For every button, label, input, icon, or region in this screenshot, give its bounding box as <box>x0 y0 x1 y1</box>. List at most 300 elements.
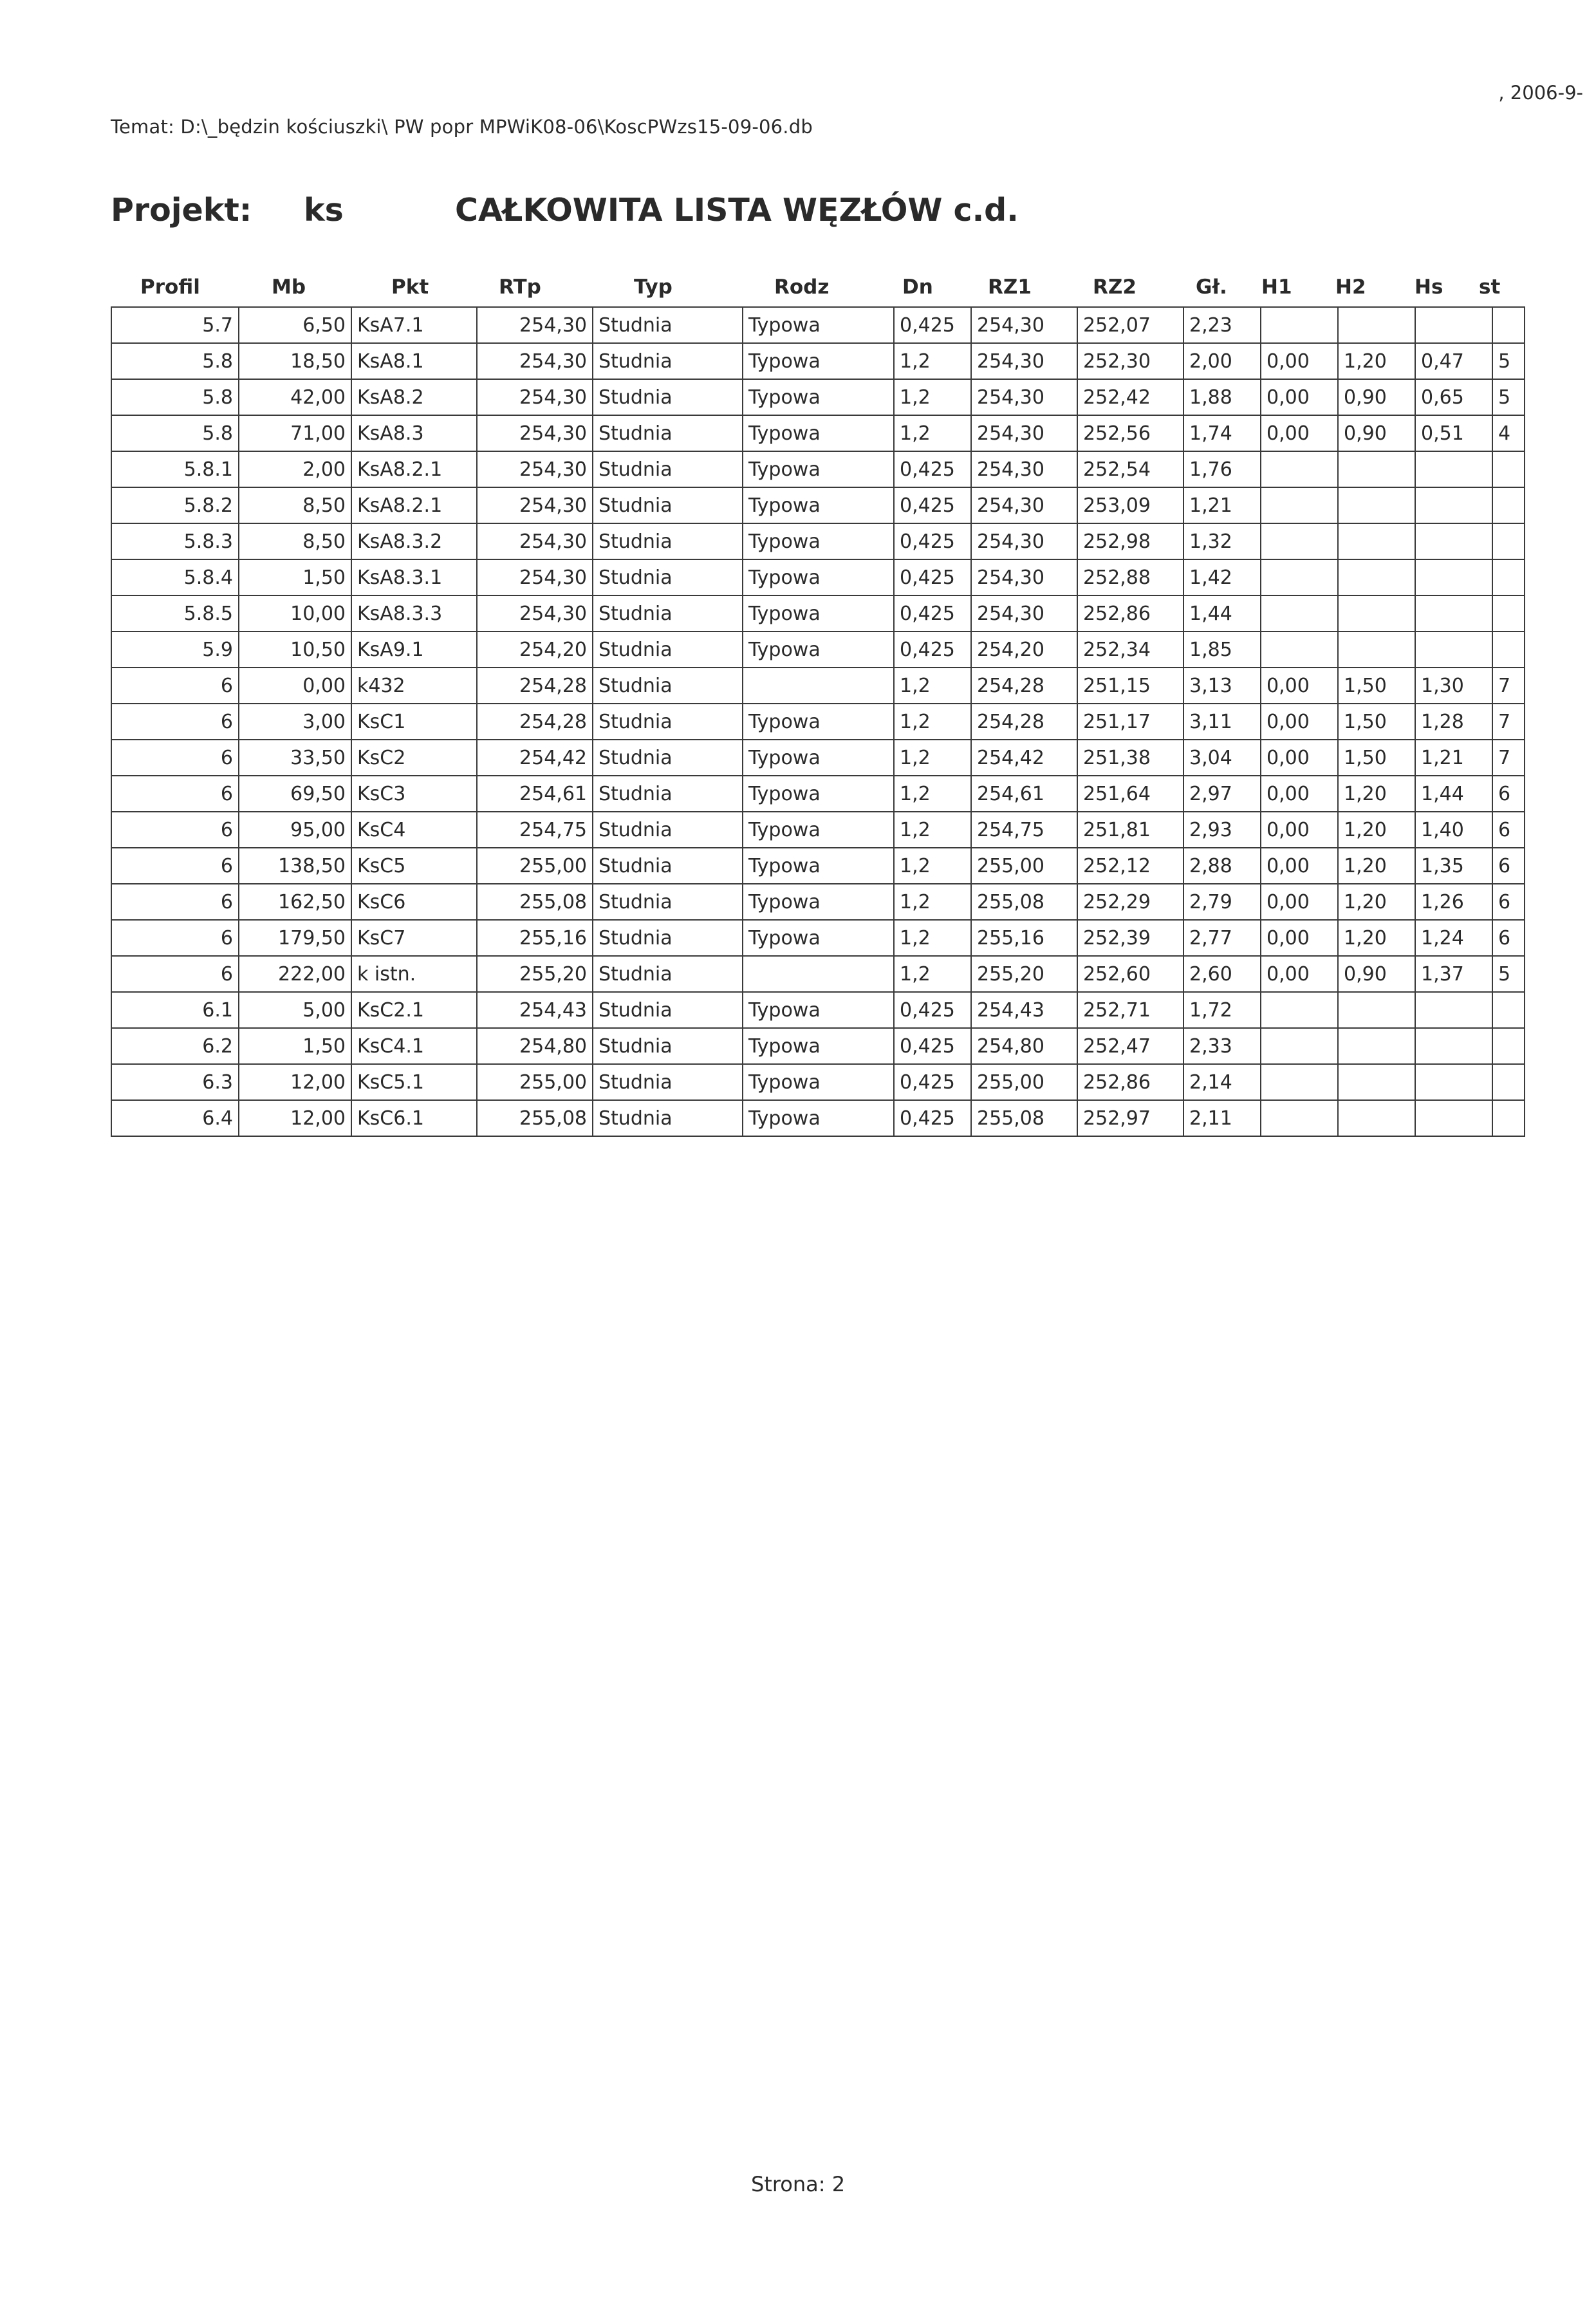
table-cell: 252,42 <box>1077 379 1183 415</box>
table-cell: 254,20 <box>971 631 1077 668</box>
table-cell: 1,20 <box>1338 848 1415 884</box>
table-cell: 0,00 <box>1261 884 1338 920</box>
table-cell: 162,50 <box>239 884 351 920</box>
table-cell: 2,97 <box>1183 776 1261 812</box>
table-cell: 1,2 <box>894 668 971 704</box>
table-cell: KsA8.3.1 <box>351 559 477 595</box>
table-cell: 1,50 <box>1338 668 1415 704</box>
table-cell: 0,425 <box>894 451 971 487</box>
table-cell: 6.1 <box>111 992 239 1028</box>
table-cell: Typowa <box>743 451 894 487</box>
col-header-mb: Mb <box>272 276 306 299</box>
table-row <box>111 740 1525 776</box>
table-cell: 0,425 <box>894 631 971 668</box>
table-cell: 1,21 <box>1183 487 1261 523</box>
table-cell: 6 <box>111 956 239 992</box>
node-table <box>111 306 1525 1137</box>
table-cell: Studnia <box>593 307 743 343</box>
table-cell <box>1492 307 1525 343</box>
table-cell <box>1338 559 1415 595</box>
table-cell: Studnia <box>593 1064 743 1100</box>
table-cell <box>1261 559 1338 595</box>
table-cell: Studnia <box>593 776 743 812</box>
table-cell: KsA8.3.3 <box>351 595 477 631</box>
col-header-rtp: RTp <box>499 276 541 299</box>
table-cell: Typowa <box>743 848 894 884</box>
table-cell: 1,2 <box>894 956 971 992</box>
table-cell: 254,30 <box>971 307 1077 343</box>
table-cell: 6 <box>111 812 239 848</box>
table-cell: 0,425 <box>894 523 971 559</box>
table-cell: 6.4 <box>111 1100 239 1136</box>
table-cell: k432 <box>351 668 477 704</box>
table-cell: 8,50 <box>239 523 351 559</box>
table-cell: Typowa <box>743 1028 894 1064</box>
table-cell: 251,15 <box>1077 668 1183 704</box>
table-cell: 254,43 <box>477 992 593 1028</box>
table-row <box>111 956 1525 992</box>
col-header-hs: Hs <box>1415 276 1443 299</box>
table-cell: KsC6 <box>351 884 477 920</box>
table-cell: 252,71 <box>1077 992 1183 1028</box>
table-cell: 2,00 <box>239 451 351 487</box>
table-row <box>111 307 1525 343</box>
table-cell: Typowa <box>743 1100 894 1136</box>
table-cell: 42,00 <box>239 379 351 415</box>
table-cell: Studnia <box>593 487 743 523</box>
table-cell: 1,20 <box>1338 920 1415 956</box>
table-cell: Studnia <box>593 415 743 451</box>
table-cell: 0,425 <box>894 1100 971 1136</box>
table-cell: 0,90 <box>1338 956 1415 992</box>
table-cell <box>1415 1100 1492 1136</box>
table-cell: Typowa <box>743 992 894 1028</box>
table-cell: 5.9 <box>111 631 239 668</box>
table-row <box>111 1028 1525 1064</box>
table-cell <box>1492 451 1525 487</box>
table-cell <box>1338 595 1415 631</box>
table-cell: 0,00 <box>1261 740 1338 776</box>
table-cell: Typowa <box>743 487 894 523</box>
table-cell: 2,33 <box>1183 1028 1261 1064</box>
table-cell: 5,00 <box>239 992 351 1028</box>
table-cell: KsA8.3.2 <box>351 523 477 559</box>
table-cell: 254,80 <box>971 1028 1077 1064</box>
table-cell: 5.8 <box>111 379 239 415</box>
table-cell <box>1338 451 1415 487</box>
table-cell: 254,61 <box>477 776 593 812</box>
table-cell <box>1338 1064 1415 1100</box>
table-cell: 0,00 <box>239 668 351 704</box>
table-row <box>111 343 1525 379</box>
table-cell: 0,00 <box>1261 704 1338 740</box>
table-cell <box>743 668 894 704</box>
table-cell: 18,50 <box>239 343 351 379</box>
table-cell: 0,90 <box>1338 415 1415 451</box>
table-cell <box>1415 631 1492 668</box>
table-cell <box>1261 992 1338 1028</box>
table-cell <box>1261 307 1338 343</box>
table-cell: 252,86 <box>1077 1064 1183 1100</box>
table-cell: 1,2 <box>894 884 971 920</box>
table-cell: Studnia <box>593 848 743 884</box>
table-cell: 254,30 <box>477 487 593 523</box>
table-cell: 254,42 <box>477 740 593 776</box>
table-cell: 1,2 <box>894 740 971 776</box>
table-cell: 254,30 <box>477 559 593 595</box>
table-cell: 1,35 <box>1415 848 1492 884</box>
table-cell: Studnia <box>593 1028 743 1064</box>
table-cell: 69,50 <box>239 776 351 812</box>
table-cell: 12,00 <box>239 1064 351 1100</box>
table-cell: 254,30 <box>971 523 1077 559</box>
table-cell: Typowa <box>743 704 894 740</box>
table-cell <box>1492 1100 1525 1136</box>
table-cell: 0,00 <box>1261 956 1338 992</box>
table-cell: 1,30 <box>1415 668 1492 704</box>
table-cell: 252,47 <box>1077 1028 1183 1064</box>
table-cell: 254,43 <box>971 992 1077 1028</box>
table-cell: 33,50 <box>239 740 351 776</box>
table-cell: 252,98 <box>1077 523 1183 559</box>
table-cell: 6.3 <box>111 1064 239 1100</box>
table-cell: 255,00 <box>971 1064 1077 1100</box>
table-cell: 5 <box>1492 956 1525 992</box>
file-path: Temat: D:\_będzin kościuszki\ PW popr MPWiK08-06\KoscPWzs15-09-06.db <box>111 116 813 138</box>
col-header-st: st <box>1479 276 1501 299</box>
table-cell: 2,79 <box>1183 884 1261 920</box>
table-cell: Studnia <box>593 992 743 1028</box>
table-cell: 6 <box>111 776 239 812</box>
table-row <box>111 812 1525 848</box>
table-cell: 0,00 <box>1261 668 1338 704</box>
table-cell: 1,40 <box>1415 812 1492 848</box>
table-cell <box>1492 487 1525 523</box>
table-cell: KsA8.2 <box>351 379 477 415</box>
table-cell: 254,75 <box>971 812 1077 848</box>
table-cell: 255,08 <box>477 884 593 920</box>
table-cell: KsA7.1 <box>351 307 477 343</box>
table-cell: 5.8.3 <box>111 523 239 559</box>
table-cell <box>1338 631 1415 668</box>
table-cell: 1,32 <box>1183 523 1261 559</box>
table-cell: 6 <box>111 920 239 956</box>
col-header-rodz: Rodz <box>774 276 830 299</box>
projekt-code: ks <box>304 192 344 229</box>
table-cell <box>1492 1064 1525 1100</box>
table-cell: 1,37 <box>1415 956 1492 992</box>
table-cell: 1,24 <box>1415 920 1492 956</box>
table-row <box>111 884 1525 920</box>
table-cell: 6 <box>111 704 239 740</box>
table-cell: Typowa <box>743 884 894 920</box>
table-cell: KsA8.1 <box>351 343 477 379</box>
table-row <box>111 523 1525 559</box>
table-cell: 0,425 <box>894 307 971 343</box>
table-cell: 1,44 <box>1415 776 1492 812</box>
table-cell: Typowa <box>743 415 894 451</box>
table-cell: 1,2 <box>894 343 971 379</box>
table-cell: 5.8.2 <box>111 487 239 523</box>
col-header-pkt: Pkt <box>391 276 429 299</box>
table-cell: 254,28 <box>971 704 1077 740</box>
col-header-dn: Dn <box>902 276 933 299</box>
table-cell: 255,20 <box>477 956 593 992</box>
table-cell: 2,11 <box>1183 1100 1261 1136</box>
table-cell: Studnia <box>593 1100 743 1136</box>
table-cell <box>1338 1028 1415 1064</box>
table-cell: 7 <box>1492 740 1525 776</box>
table-cell <box>1492 559 1525 595</box>
col-header-typ: Typ <box>634 276 673 299</box>
table-cell: 6 <box>1492 884 1525 920</box>
table-cell: 5.8 <box>111 343 239 379</box>
col-header-h2: H2 <box>1335 276 1366 299</box>
table-cell: KsC3 <box>351 776 477 812</box>
table-cell: 253,09 <box>1077 487 1183 523</box>
table-cell <box>1415 487 1492 523</box>
table-cell: 1,21 <box>1415 740 1492 776</box>
table-cell: 255,20 <box>971 956 1077 992</box>
table-cell: 0,00 <box>1261 343 1338 379</box>
table-cell: 252,54 <box>1077 451 1183 487</box>
table-cell: 1,50 <box>1338 704 1415 740</box>
table-cell: Typowa <box>743 595 894 631</box>
table-cell: 95,00 <box>239 812 351 848</box>
table-cell: 255,16 <box>477 920 593 956</box>
table-cell: Studnia <box>593 668 743 704</box>
table-cell: 2,14 <box>1183 1064 1261 1100</box>
table-cell: 3,04 <box>1183 740 1261 776</box>
table-cell: 255,16 <box>971 920 1077 956</box>
table-cell: 6 <box>1492 776 1525 812</box>
table-cell: 179,50 <box>239 920 351 956</box>
table-cell <box>1261 487 1338 523</box>
table-cell: 4 <box>1492 415 1525 451</box>
table-cell: 254,30 <box>477 451 593 487</box>
table-cell: 1,50 <box>239 1028 351 1064</box>
table-cell: 0,425 <box>894 595 971 631</box>
table-cell: KsC6.1 <box>351 1100 477 1136</box>
table-cell <box>1338 992 1415 1028</box>
table-cell: 251,81 <box>1077 812 1183 848</box>
table-cell <box>1415 523 1492 559</box>
table-cell: 1,50 <box>239 559 351 595</box>
table-cell: 254,75 <box>477 812 593 848</box>
page-number: Strona: 2 <box>750 2172 846 2196</box>
table-cell: Studnia <box>593 379 743 415</box>
table-cell: 254,30 <box>477 379 593 415</box>
table-cell: 0,00 <box>1261 920 1338 956</box>
table-cell: 0,425 <box>894 1064 971 1100</box>
table-cell: 6 <box>1492 920 1525 956</box>
table-cell <box>1338 307 1415 343</box>
table-cell: 1,2 <box>894 848 971 884</box>
table-cell: 0,00 <box>1261 776 1338 812</box>
table-cell: 1,2 <box>894 379 971 415</box>
table-row <box>111 451 1525 487</box>
table-cell: KsC1 <box>351 704 477 740</box>
table-row <box>111 415 1525 451</box>
table-cell: 254,20 <box>477 631 593 668</box>
table-cell: 252,56 <box>1077 415 1183 451</box>
page-title: CAŁKOWITA LISTA WĘZŁÓW c.d. <box>455 192 1019 229</box>
table-cell: 254,30 <box>971 415 1077 451</box>
table-cell: KsA8.2.1 <box>351 451 477 487</box>
table-cell: 2,00 <box>1183 343 1261 379</box>
table-cell: 254,28 <box>477 668 593 704</box>
table-cell: 1,2 <box>894 415 971 451</box>
table-row <box>111 1064 1525 1100</box>
table-cell <box>1338 523 1415 559</box>
table-cell: 0,425 <box>894 1028 971 1064</box>
table-cell: 2,23 <box>1183 307 1261 343</box>
table-cell <box>1492 523 1525 559</box>
table-cell: 2,60 <box>1183 956 1261 992</box>
table-cell: 0,00 <box>1261 379 1338 415</box>
table-cell: 0,90 <box>1338 379 1415 415</box>
table-cell: 3,13 <box>1183 668 1261 704</box>
table-cell: KsA8.3 <box>351 415 477 451</box>
table-cell: 255,08 <box>971 884 1077 920</box>
col-header-gl: Gł. <box>1196 276 1227 299</box>
table-cell: 1,2 <box>894 704 971 740</box>
table-cell: 254,30 <box>477 595 593 631</box>
table-cell: 6 <box>111 848 239 884</box>
table-cell: 5.8.1 <box>111 451 239 487</box>
table-cell: 254,42 <box>971 740 1077 776</box>
table-cell: 252,29 <box>1077 884 1183 920</box>
table-cell: KsC5 <box>351 848 477 884</box>
table-cell <box>1261 631 1338 668</box>
table-cell: 0,425 <box>894 992 971 1028</box>
table-cell: 254,28 <box>477 704 593 740</box>
table-cell: 254,30 <box>477 343 593 379</box>
table-cell <box>1338 1100 1415 1136</box>
table-cell: Studnia <box>593 523 743 559</box>
table-cell: Typowa <box>743 812 894 848</box>
table-cell: Studnia <box>593 559 743 595</box>
table-cell: 254,30 <box>971 379 1077 415</box>
table-cell: 1,20 <box>1338 812 1415 848</box>
table-cell <box>743 956 894 992</box>
table-cell: 254,30 <box>971 559 1077 595</box>
table-row <box>111 379 1525 415</box>
table-cell: 254,30 <box>477 415 593 451</box>
table-row <box>111 992 1525 1028</box>
table-cell: 1,50 <box>1338 740 1415 776</box>
table-cell: Typowa <box>743 307 894 343</box>
table-row <box>111 559 1525 595</box>
table-cell: 254,30 <box>971 487 1077 523</box>
table-cell: 1,28 <box>1415 704 1492 740</box>
table-cell: 6 <box>111 884 239 920</box>
table-cell: 2,88 <box>1183 848 1261 884</box>
table-cell <box>1492 631 1525 668</box>
table-cell: 7 <box>1492 668 1525 704</box>
table-cell: 5 <box>1492 379 1525 415</box>
col-header-profil: Profil <box>140 276 200 299</box>
table-cell: 254,61 <box>971 776 1077 812</box>
table-cell: 1,20 <box>1338 343 1415 379</box>
table-cell: 0,47 <box>1415 343 1492 379</box>
table-cell: Studnia <box>593 956 743 992</box>
table-cell: 1,2 <box>894 776 971 812</box>
table-cell: 252,07 <box>1077 307 1183 343</box>
table-cell: 0,51 <box>1415 415 1492 451</box>
table-cell <box>1415 595 1492 631</box>
table-cell: KsA8.2.1 <box>351 487 477 523</box>
table-cell: Studnia <box>593 704 743 740</box>
table-cell: 1,85 <box>1183 631 1261 668</box>
col-header-rz2: RZ2 <box>1093 276 1137 299</box>
table-cell <box>1492 1028 1525 1064</box>
table-cell: 252,34 <box>1077 631 1183 668</box>
table-cell: Studnia <box>593 740 743 776</box>
col-header-rz1: RZ1 <box>988 276 1032 299</box>
table-cell: 138,50 <box>239 848 351 884</box>
table-cell: 254,30 <box>971 343 1077 379</box>
table-row <box>111 704 1525 740</box>
table-cell: 6 <box>111 668 239 704</box>
table-cell: 1,72 <box>1183 992 1261 1028</box>
table-cell: KsA9.1 <box>351 631 477 668</box>
table-cell: 0,00 <box>1261 415 1338 451</box>
table-cell: Typowa <box>743 523 894 559</box>
table-cell: 252,12 <box>1077 848 1183 884</box>
table-cell: Typowa <box>743 631 894 668</box>
table-cell: 10,00 <box>239 595 351 631</box>
table-cell: k istn. <box>351 956 477 992</box>
table-cell: 252,60 <box>1077 956 1183 992</box>
table-cell: Typowa <box>743 920 894 956</box>
table-cell: 5.7 <box>111 307 239 343</box>
table-row <box>111 595 1525 631</box>
table-cell: KsC5.1 <box>351 1064 477 1100</box>
table-cell: 3,11 <box>1183 704 1261 740</box>
table-cell: Studnia <box>593 884 743 920</box>
table-cell: 252,88 <box>1077 559 1183 595</box>
table-row <box>111 776 1525 812</box>
table-cell <box>1492 595 1525 631</box>
table-cell: 6 <box>1492 848 1525 884</box>
table-cell: 252,86 <box>1077 595 1183 631</box>
table-cell: 255,00 <box>477 848 593 884</box>
table-cell <box>1415 1028 1492 1064</box>
table-cell <box>1261 595 1338 631</box>
table-cell: 255,00 <box>971 848 1077 884</box>
table-row <box>111 631 1525 668</box>
table-cell <box>1261 1064 1338 1100</box>
table-cell: 0,00 <box>1261 848 1338 884</box>
table-cell: 222,00 <box>239 956 351 992</box>
table-cell: 12,00 <box>239 1100 351 1136</box>
table-cell: Typowa <box>743 776 894 812</box>
table-cell: 0,425 <box>894 559 971 595</box>
table-cell: 5.8.5 <box>111 595 239 631</box>
table-cell: 251,38 <box>1077 740 1183 776</box>
table-cell: 251,64 <box>1077 776 1183 812</box>
table-cell: 254,30 <box>477 307 593 343</box>
table-cell: 252,97 <box>1077 1100 1183 1136</box>
table-cell: Typowa <box>743 379 894 415</box>
table-cell: 1,76 <box>1183 451 1261 487</box>
table-cell <box>1261 523 1338 559</box>
table-cell: 5.8.4 <box>111 559 239 595</box>
table-cell: 1,26 <box>1415 884 1492 920</box>
table-row <box>111 920 1525 956</box>
table-cell: 7 <box>1492 704 1525 740</box>
